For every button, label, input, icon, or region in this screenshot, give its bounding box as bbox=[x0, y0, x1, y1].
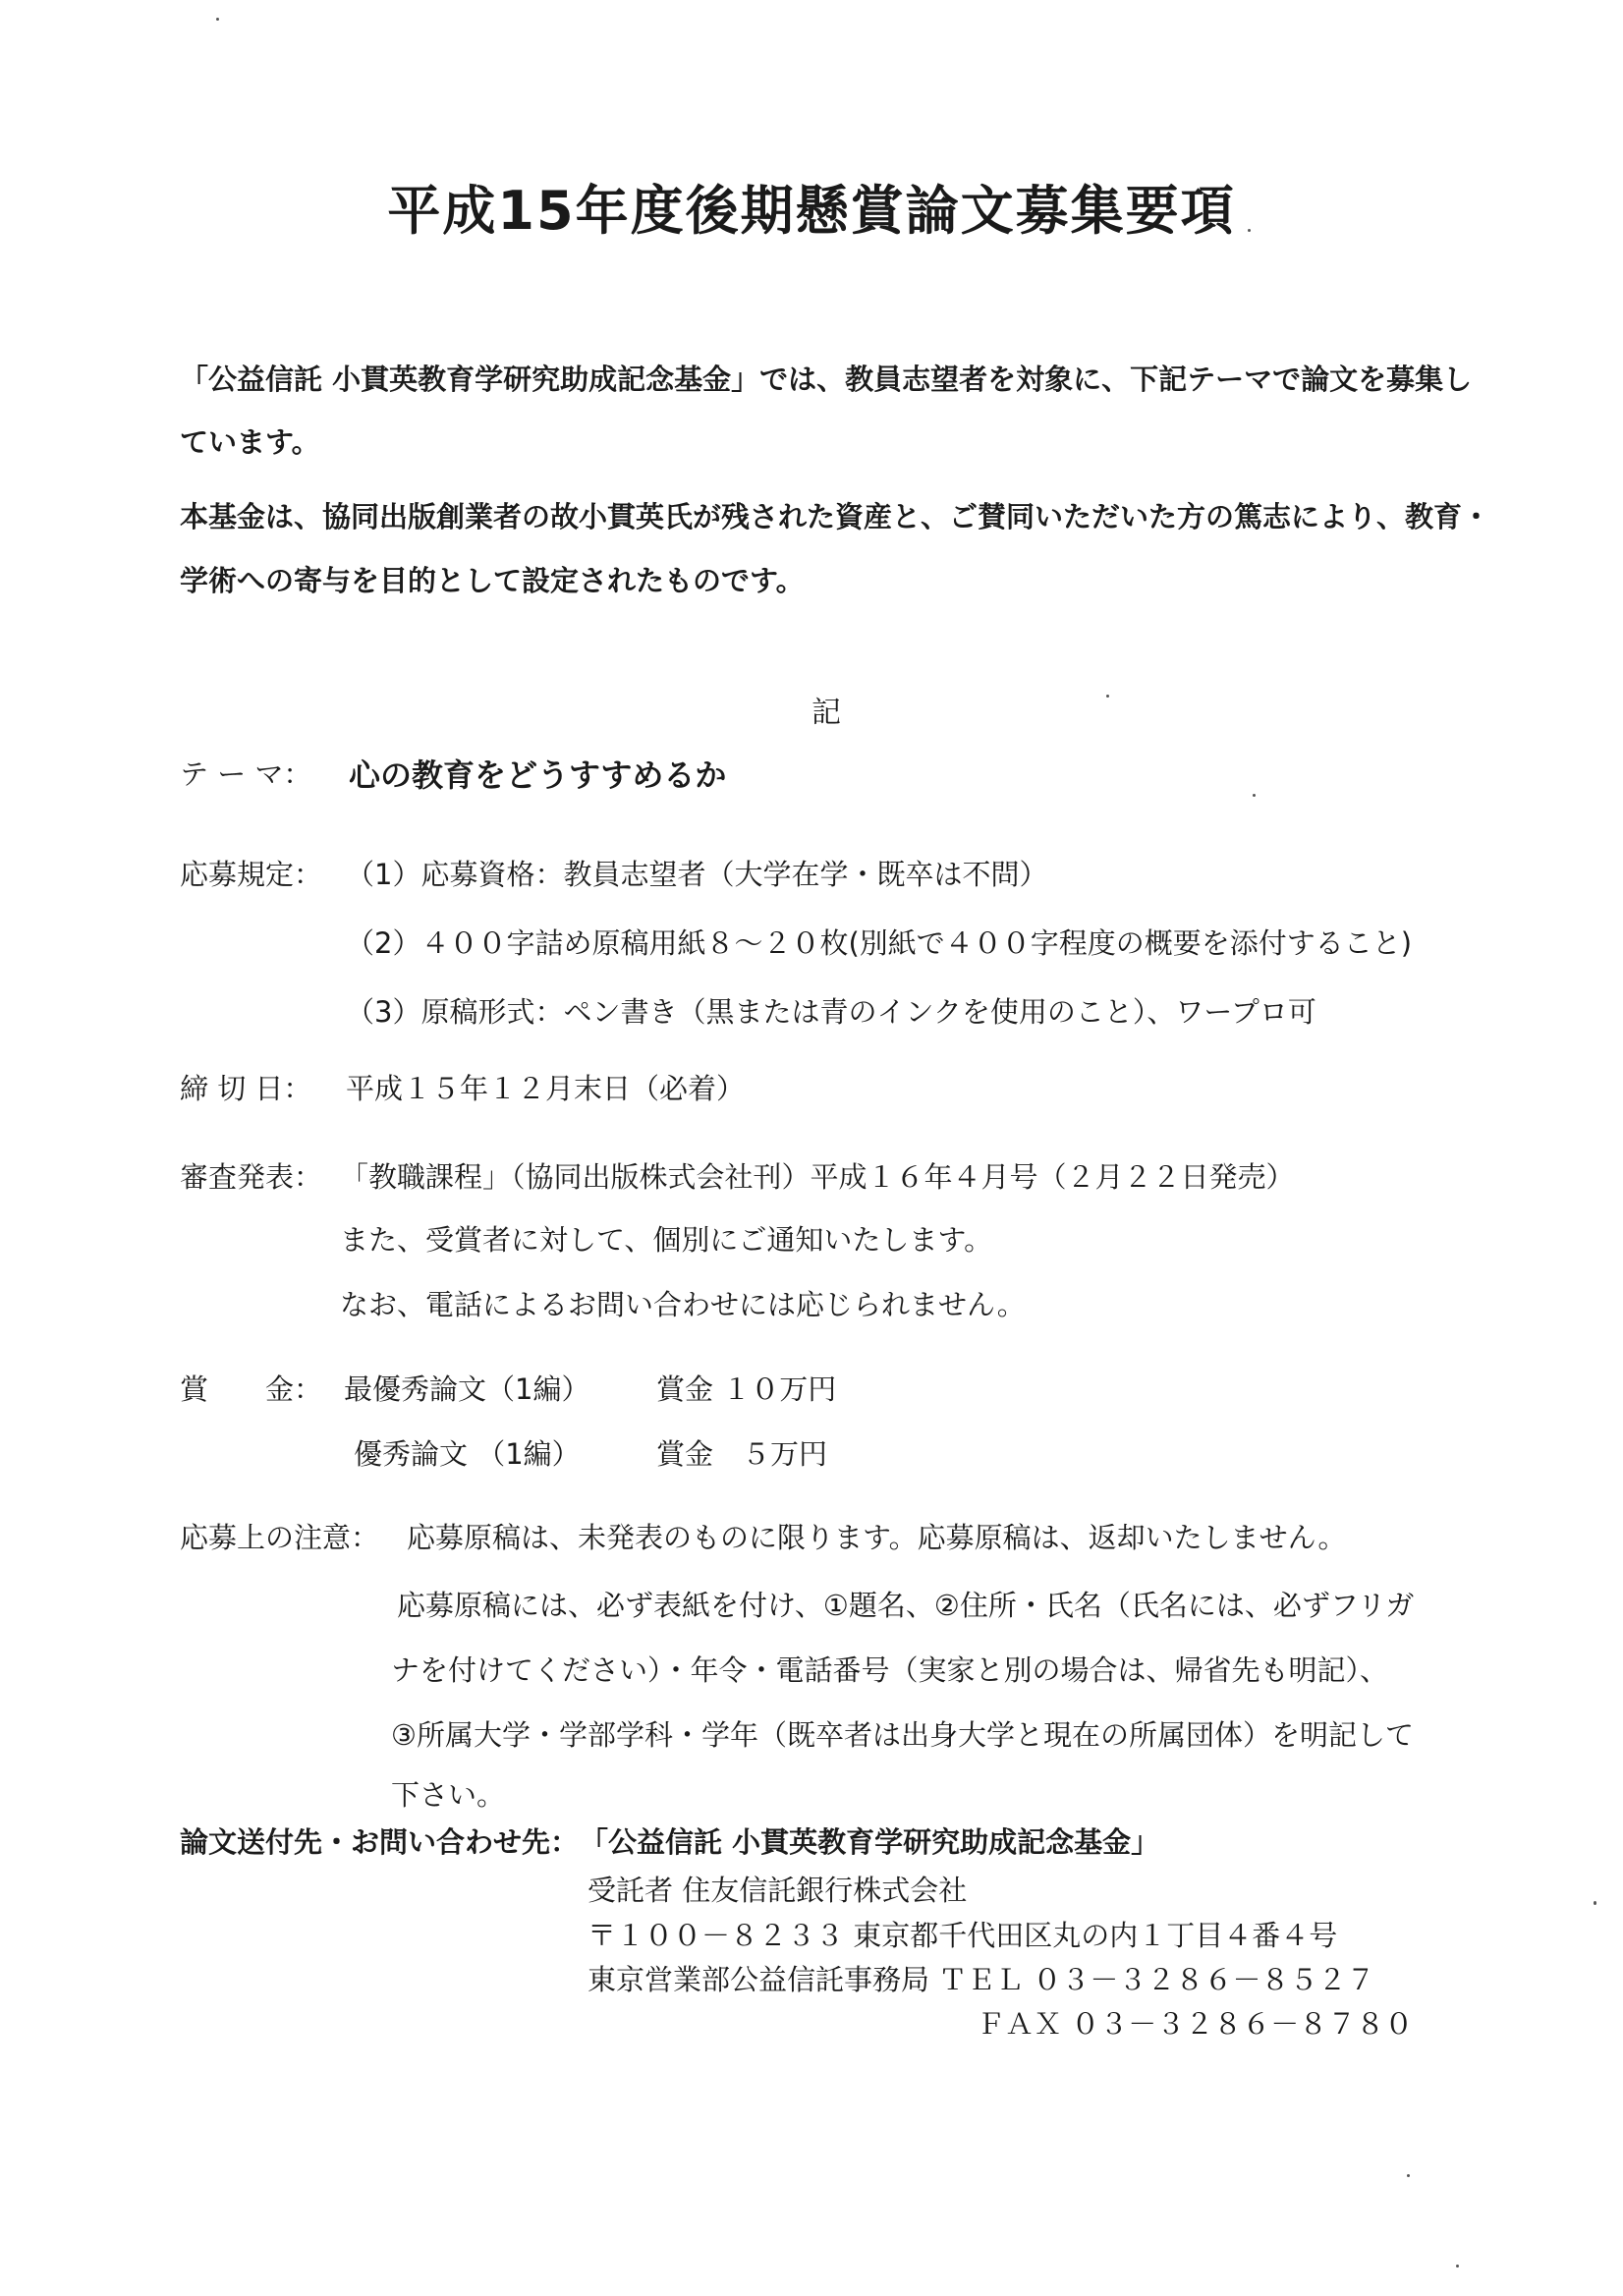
theme-value: 心の教育をどうすすめるか bbox=[349, 756, 727, 794]
notes-line-1: 応募原稿は、未発表のものに限ります。応募原稿は、返却いたしません。 bbox=[407, 1521, 1347, 1554]
intro-line-2: ています。 bbox=[180, 425, 320, 459]
contact-label: 論文送付先・お問い合わせ先： bbox=[180, 1825, 580, 1859]
prize-row-2-name: 優秀論文 （1編） bbox=[354, 1437, 581, 1471]
deadline-label: 締 切 日： bbox=[180, 1072, 312, 1105]
contact-tel: 東京営業部公益信託事務局 ＴＥＬ ０３－３２８６－８５２７ bbox=[588, 1963, 1375, 1996]
contact-trustee: 受託者 住友信託銀行株式会社 bbox=[588, 1874, 968, 1907]
notes-line-3: ナを付けてください）・年令・電話番号（実家と別の場合は、帰省先も明記）、 bbox=[391, 1653, 1389, 1687]
prize-row-1-name: 最優秀論文（1編） bbox=[344, 1372, 590, 1406]
ki-heading: 記 bbox=[812, 696, 841, 730]
announcement-line-2: また、受賞者に対して、個別にご通知いたします。 bbox=[340, 1223, 993, 1257]
prize-label: 賞 金： bbox=[180, 1372, 323, 1406]
notes-line-2: 応募原稿には、必ず表紙を付け、①題名、②住所・氏名（氏名には、必ずフリガ bbox=[397, 1589, 1415, 1622]
prize-row-1-amount: 賞金 １０万円 bbox=[656, 1372, 837, 1406]
scan-speck bbox=[1253, 794, 1256, 797]
intro-line-4: 学術への寄与を目的として設定されたものです。 bbox=[180, 564, 805, 597]
theme-label: テ ー マ： bbox=[180, 757, 312, 791]
announcement-label: 審査発表： bbox=[180, 1160, 323, 1194]
notes-label: 応募上の注意： bbox=[180, 1521, 380, 1554]
scan-speck bbox=[1456, 2265, 1459, 2268]
scan-speck bbox=[216, 18, 219, 21]
contact-organization: 「公益信託 小貫英教育学研究助成記念基金」 bbox=[580, 1825, 1160, 1859]
contact-address: 〒１００－８２３３ 東京都千代田区丸の内１丁目４番４号 bbox=[588, 1919, 1338, 1952]
announcement-line-3: なお、電話によるお問い合わせには応じられません。 bbox=[340, 1288, 1026, 1321]
notes-line-5: 下さい。 bbox=[391, 1778, 506, 1812]
prize-row-2-amount: 賞金 ５万円 bbox=[656, 1437, 828, 1471]
intro-line-1: 「公益信託 小貫英教育学研究助成記念基金」では、教員志望者を対象に、下記テーマで論文を募集し bbox=[180, 363, 1473, 396]
rules-label: 応募規定： bbox=[180, 858, 323, 891]
rules-item-3: （3）原稿形式：ペン書き（黒または青のインクを使用のこと）、ワープロ可 bbox=[346, 995, 1316, 1029]
notes-line-4: ③所属大学・学部学科・学年（既卒者は出身大学と現在の所属団体）を明記して bbox=[391, 1718, 1414, 1752]
intro-line-3: 本基金は、協同出版創業者の故小貫英氏が残された資産と、ご賛同いただいた方の篤志により、教育・ bbox=[180, 500, 1491, 533]
contact-fax: ＦＡＸ ０３－３２８６－８７８０ bbox=[977, 2007, 1414, 2041]
scan-speck bbox=[1106, 695, 1109, 698]
scan-speck bbox=[1407, 2174, 1410, 2177]
rules-item-1: （1）応募資格：教員志望者（大学在学・既卒は不問） bbox=[346, 858, 1048, 891]
rules-item-2: （2）４００字詰め原稿用紙８～２０枚(別紙で４００字程度の概要を添付すること) bbox=[346, 926, 1413, 960]
scan-speck bbox=[1594, 1901, 1596, 1905]
announcement-line-1: 「教職課程」（協同出版株式会社刊）平成１６年４月号（２月２２日発売） bbox=[340, 1160, 1295, 1194]
deadline-value: 平成１５年１２月末日（必着） bbox=[346, 1072, 746, 1105]
scan-speck bbox=[1248, 229, 1251, 232]
document-title: 平成15年度後期懸賞論文募集要項 bbox=[387, 180, 1236, 242]
